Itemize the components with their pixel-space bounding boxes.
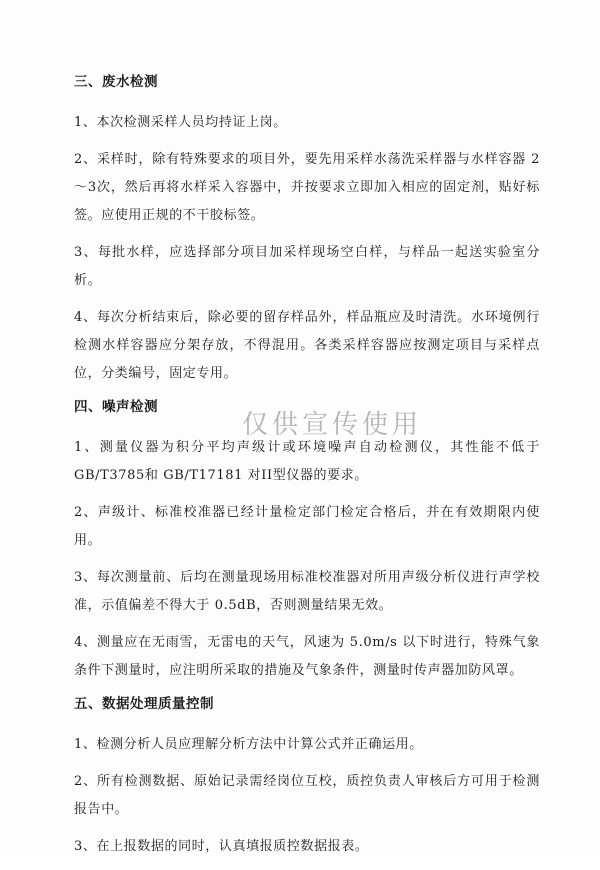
document-body	[74, 72, 540, 870]
noise-item-3: 3、每次测量前、后均在测量现场用标准校准器对所用声级分析仪进行声学校准，示值偏差不得大于 0.5dB，否则测量结果无效。	[74, 570, 540, 613]
section-heading-noise: 四、噪声检测	[74, 399, 158, 415]
data-qc-item-3: 3、在上报数据的同时，认真填报质控数据报表。	[74, 839, 369, 854]
wastewater-item-2: 2、采样时，除有特殊要求的项目外，要先用采样水荡洗采样器与水样容器 2～3次，然后再将水样采入容器中，并按要求立即加入相应的固定剂，贴好标签。应使用正规的不干胶标签。	[74, 152, 540, 223]
noise-item-2: 2、声级计、标准校准器已经计量检定部门检定合格后，并在有效期限内使用。	[74, 505, 540, 548]
noise-item-4: 4、测量应在无雨雪，无雷电的天气，风速为 5.0m/s 以下时进行，特殊气象条件下测量时，应注明所采取的措施及气象条件，测量时传声器加防风罩。	[74, 635, 540, 678]
noise-item-1: 1、测量仪器为积分平均声级计或环境噪声自动检测仪，其性能不低于 GB/T3785和 GB/T17181 对II型仪器的要求。	[74, 440, 540, 483]
section-heading-data-qc: 五、数据处理质量控制	[74, 696, 214, 712]
wastewater-item-1: 1、本次检测采样人员均持证上岗。	[74, 115, 287, 130]
wastewater-item-4: 4、每次分析结束后，除必要的留存样品外，样品瓶应及时清洗。水环境例行检测水样容器应分架存放，不得混用。各类采样容器应按测定项目与采样点位，分类编号，固定专用。	[74, 310, 540, 381]
section-heading-wastewater: 三、废水检测	[74, 74, 158, 90]
wastewater-item-3: 3、每批水样，应选择部分项目加采样现场空白样，与样品一起送实验室分析。	[74, 245, 540, 288]
watermark-text: 仅供宣传使用	[242, 410, 423, 440]
data-qc-item-1: 1、检测分析人员应理解分析方法中计算公式并正确运用。	[74, 737, 423, 752]
data-qc-item-2: 2、所有检测数据、原始记录需经岗位互校，质控负责人审核后方可用于检测报告中。	[74, 774, 540, 817]
